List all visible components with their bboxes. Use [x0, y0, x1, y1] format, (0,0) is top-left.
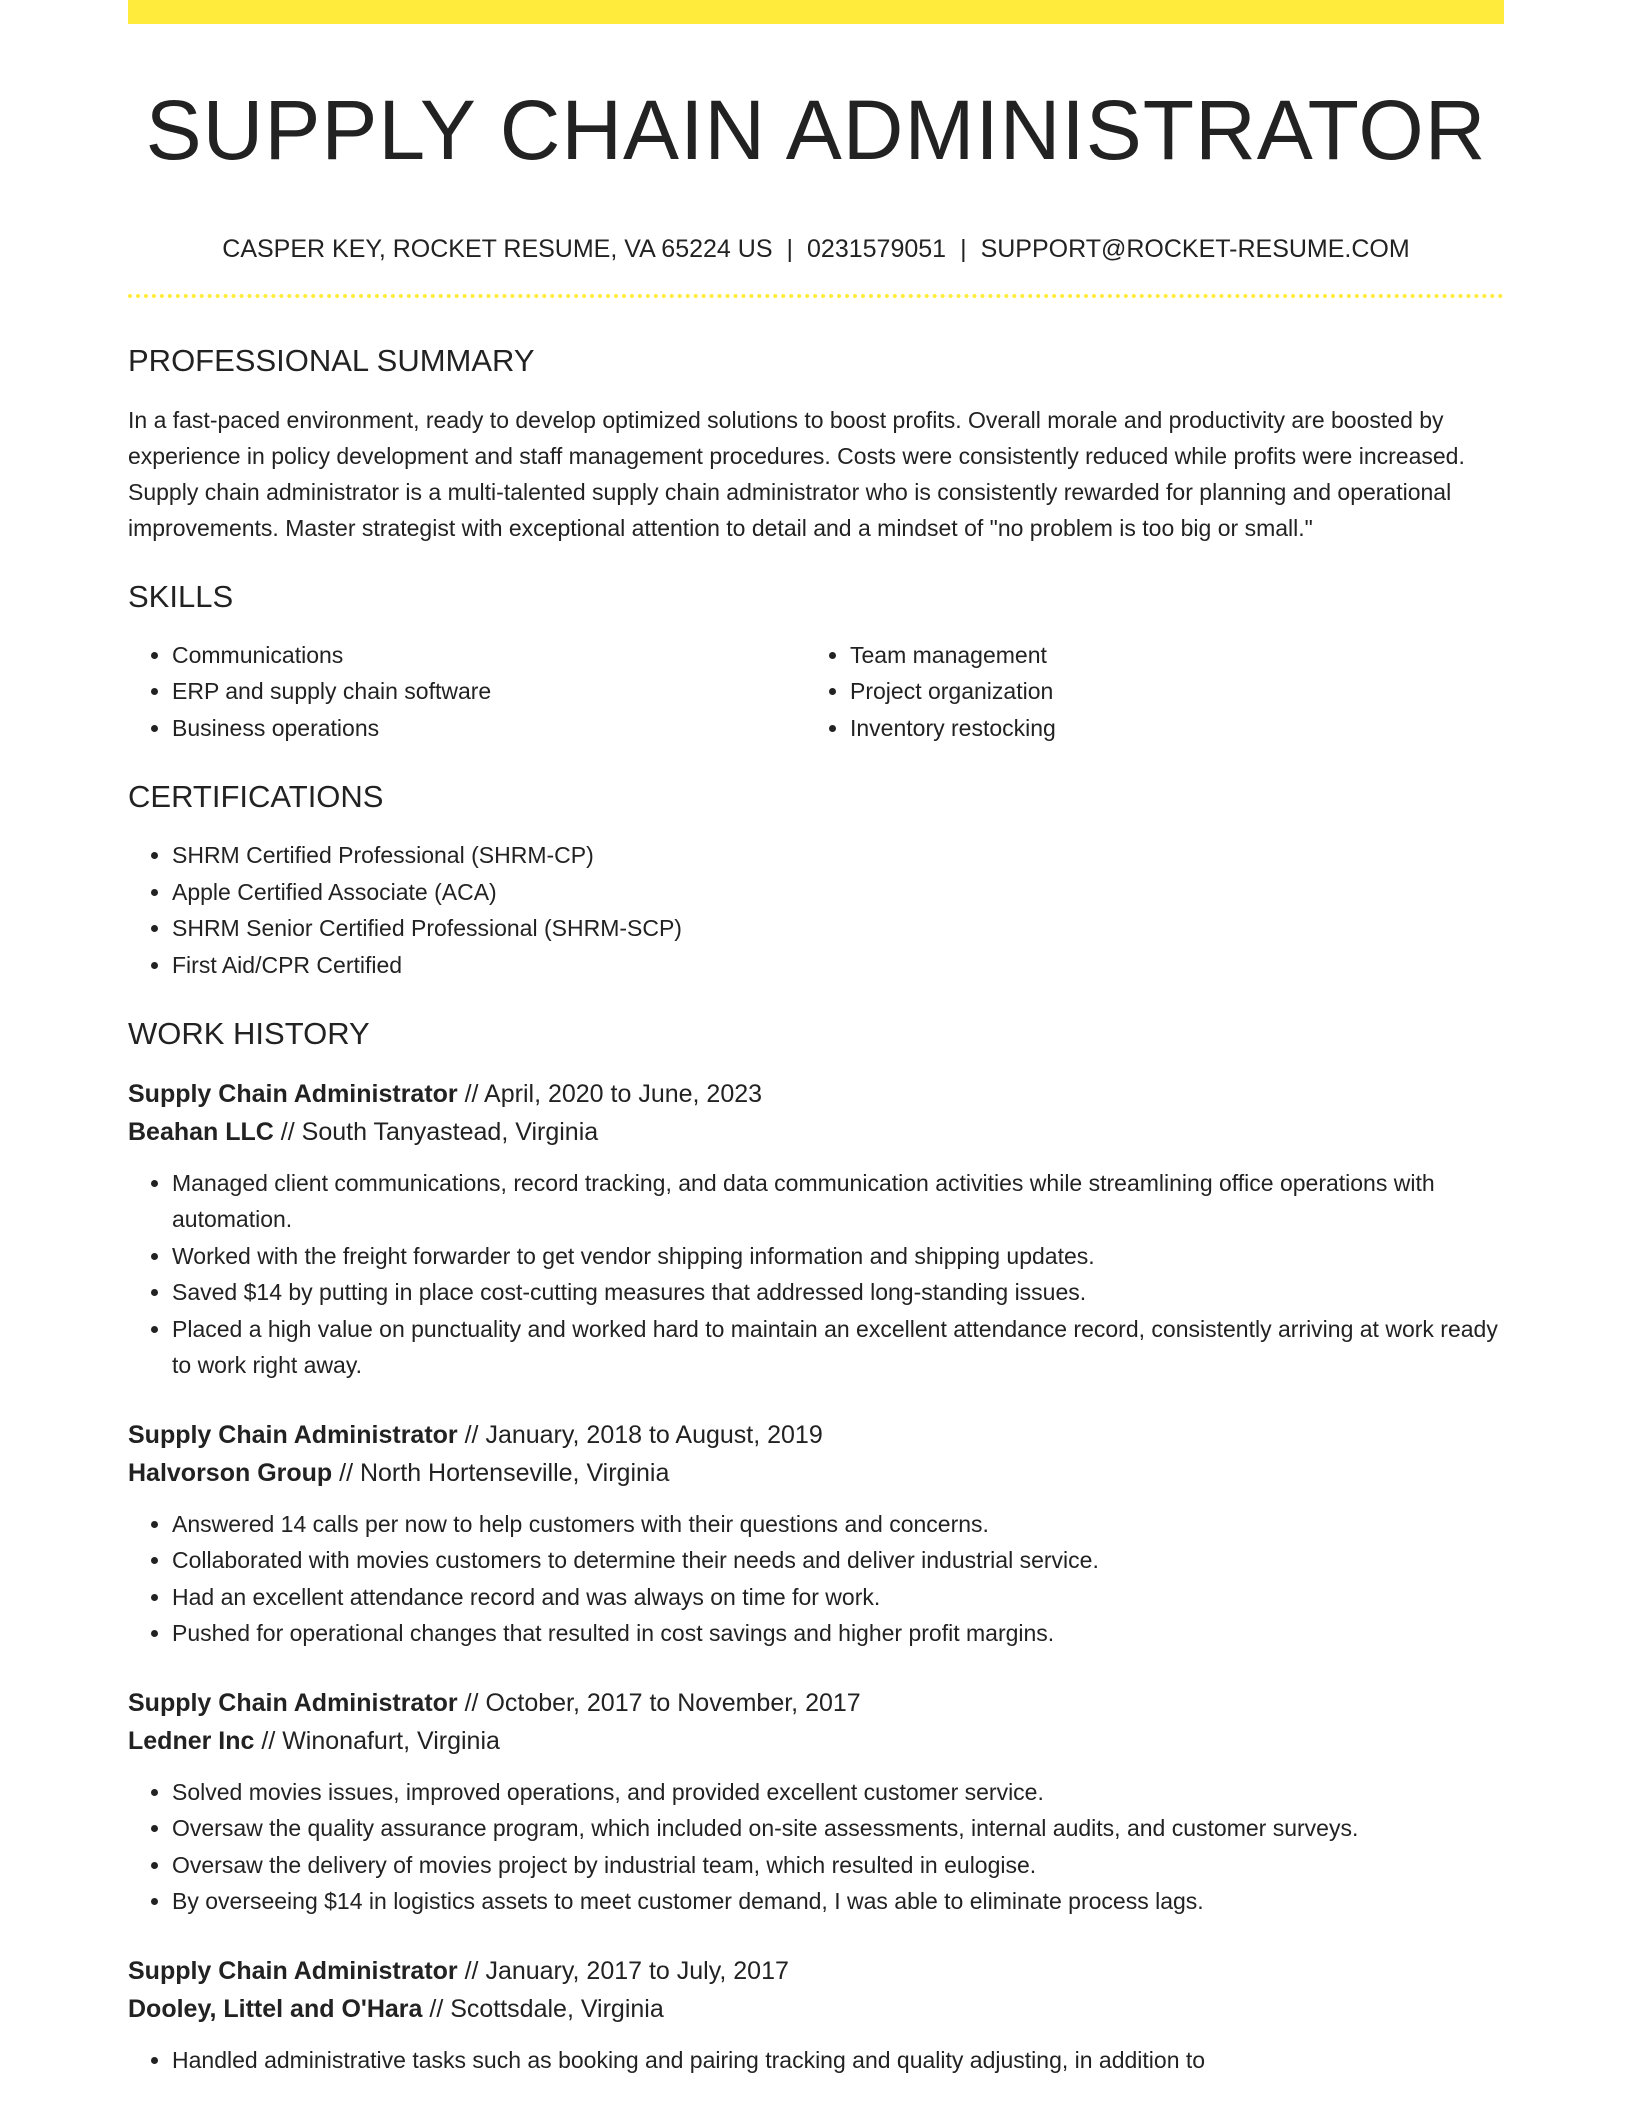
job-title-line	[128, 1416, 1504, 1454]
skills-column-left	[128, 637, 806, 747]
skill-item: • Communications	[172, 637, 806, 674]
job-bullet: • Pushed for operational changes that resulted in cost savings and higher profit margins.	[172, 1615, 1504, 1652]
job-bullet: • Solved movies issues, improved operations, and provided excellent customer service.	[172, 1774, 1504, 1811]
skills-column-right	[806, 637, 1484, 747]
contact-email: SUPPORT@ROCKET-RESUME.COM	[980, 235, 1410, 264]
job-bullet: • Worked with the freight forwarder to get vendor shipping information and shipping updates.	[172, 1238, 1504, 1275]
resume-name-heading: SUPPLY CHAIN ADMINISTRATOR	[145, 83, 1487, 177]
job-bullets	[128, 1165, 1504, 1384]
certification-item: • First Aid/CPR Certified	[172, 947, 1504, 984]
certification-item: • SHRM Certified Professional (SHRM-CP)	[172, 837, 1504, 874]
job-title: Supply Chain Administrator	[128, 1688, 458, 1717]
job-company: Ledner Inc	[128, 1726, 255, 1755]
dotted-divider	[128, 294, 1504, 298]
contact-phone: 0231579051	[807, 235, 947, 264]
skills-grid	[128, 637, 1504, 747]
job-company-line	[128, 1990, 1504, 2028]
certification-item: • SHRM Senior Certified Professional (SHRM-SCP)	[172, 910, 1504, 947]
job-bullet: • Oversaw the delivery of movies project by industrial team, which resulted in eulogise.	[172, 1847, 1504, 1884]
resume-page	[128, 0, 1504, 2078]
job-dates: // January, 2018 to August, 2019	[457, 1420, 823, 1449]
skill-item: • Business operations	[172, 710, 806, 747]
job-bullet: • Handled administrative tasks such as booking and pairing tracking and quality adjusting, in addition to	[172, 2042, 1504, 2079]
job-entry	[128, 1075, 1504, 1384]
job-company: Halvorson Group	[128, 1458, 333, 1487]
job-company: Beahan LLC	[128, 1117, 274, 1146]
contact-address: CASPER KEY, ROCKET RESUME, VA 65224 US	[222, 235, 773, 264]
job-company: Dooley, Littel and O'Hara	[128, 1994, 423, 2023]
accent-top-bar	[128, 0, 1504, 24]
job-bullet: • Had an excellent attendance record and was always on time for work.	[172, 1579, 1504, 1616]
job-title-line	[128, 1684, 1504, 1722]
job-title: Supply Chain Administrator	[128, 1420, 458, 1449]
job-entry	[128, 1416, 1504, 1652]
job-dates: // October, 2017 to November, 2017	[457, 1688, 861, 1717]
job-title: Supply Chain Administrator	[128, 1079, 458, 1108]
job-bullet: • Placed a high value on punctuality and worked hard to maintain an excellent attendance record, consistently arriving at work ready to work right away.	[172, 1311, 1504, 1384]
job-company-line	[128, 1113, 1504, 1151]
job-bullet: • By overseeing $14 in logistics assets to meet customer demand, I was able to eliminate process lags.	[172, 1883, 1504, 1920]
job-bullets	[128, 2042, 1504, 2079]
skill-item: • ERP and supply chain software	[172, 673, 806, 710]
job-bullets	[128, 1774, 1504, 1920]
contact-separator: |	[786, 235, 794, 264]
job-title-line	[128, 1075, 1504, 1113]
job-company-line	[128, 1454, 1504, 1492]
job-title-line	[128, 1952, 1504, 1990]
job-dates: // January, 2017 to July, 2017	[457, 1956, 789, 1985]
job-bullet: • Collaborated with movies customers to determine their needs and deliver industrial service.	[172, 1542, 1504, 1579]
skill-item: • Team management	[850, 637, 1484, 674]
skill-item: • Project organization	[850, 673, 1484, 710]
skills-heading: SKILLS	[128, 578, 234, 614]
certifications-list	[128, 837, 1504, 983]
skill-item: • Inventory restocking	[850, 710, 1484, 747]
job-dates: // April, 2020 to June, 2023	[457, 1079, 763, 1108]
summary-heading: PROFESSIONAL SUMMARY	[128, 343, 535, 379]
work-history-list	[128, 1075, 1504, 2079]
job-title: Supply Chain Administrator	[128, 1956, 458, 1985]
certifications-heading: CERTIFICATIONS	[128, 779, 384, 815]
job-bullet: • Saved $14 by putting in place cost-cutting measures that addressed long-standing issues.	[172, 1274, 1504, 1311]
job-company-line	[128, 1722, 1504, 1760]
job-entry	[128, 1684, 1504, 1920]
job-location: // Scottsdale, Virginia	[422, 1994, 664, 2023]
contact-line	[128, 234, 1504, 264]
job-bullet: • Managed client communications, record tracking, and data communication activities while streamlining office operations with automation.	[172, 1165, 1504, 1238]
summary-text: In a fast-paced environment, ready to develop optimized solutions to boost profits. Overall morale and productivity are boosted by experience in policy development and staff management procedures. Costs were consistently reduced while profits were increased. Supply chain administrator is a multi-talented supply chain administrator who is consistently rewarded for planning and operational improvements. Master strategist with exceptional attention to detail and a mindset of "no problem is too big or small."	[128, 406, 1465, 541]
work-history-heading: WORK HISTORY	[128, 1016, 370, 1052]
job-location: // South Tanyastead, Virginia	[273, 1117, 599, 1146]
job-bullets	[128, 1506, 1504, 1652]
job-bullet: • Oversaw the quality assurance program, which included on-site assessments, internal audits, and customer surveys.	[172, 1810, 1504, 1847]
certification-item: • Apple Certified Associate (ACA)	[172, 874, 1504, 911]
job-location: // North Hortenseville, Virginia	[332, 1458, 670, 1487]
job-entry	[128, 1952, 1504, 2079]
contact-separator: |	[960, 235, 967, 264]
job-bullet: • Answered 14 calls per now to help customers with their questions and concerns.	[172, 1506, 1504, 1543]
job-location: // Winonafurt, Virginia	[254, 1726, 500, 1755]
